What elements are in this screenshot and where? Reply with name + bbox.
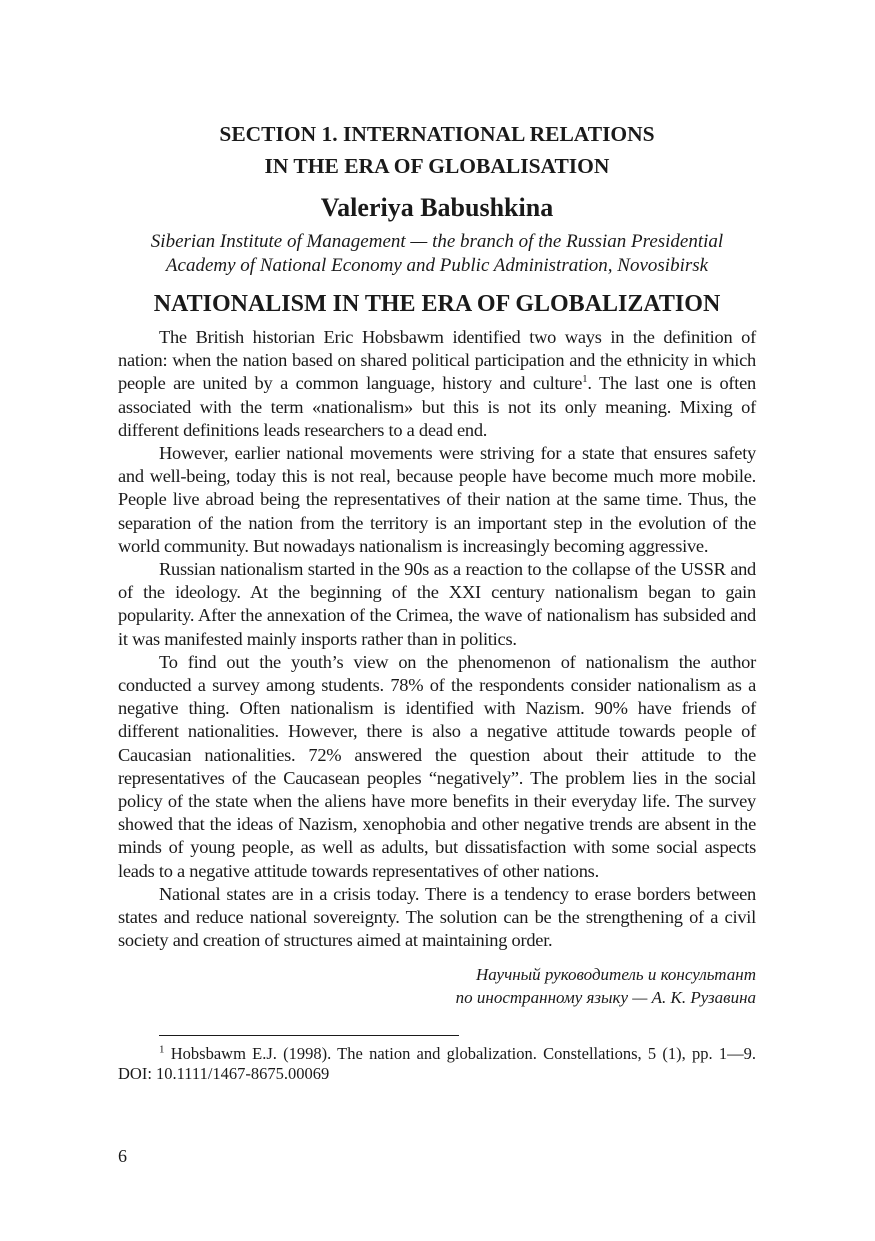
footnote-reference: 1 (582, 373, 588, 386)
supervisor-note (118, 963, 756, 1009)
paragraph-1-text-b: . The last one is often associated with the term «nationalism» but this is not its only meaning. Mixing of different definitions leads researchers to a dead end. (118, 373, 756, 440)
footnote-divider (159, 1035, 459, 1036)
paragraph-4: To find out the youth’s view on the phenomenon of nationalism the author conducted a survey among students. 78% of the respondents consider nationalism as a negative thing. Often nationalism is identified with Nazism. 90% have friends of different nationalities. However, there is also a negative attitude towards people of Caucasian nationalities. 72% answered the question about their attitude to the representatives of the Caucasean peoples “negatively”. The problem lies in the social policy of the state when the aliens have more benefits in their everyday life. The survey showed that the ideas of Nazism, xenophobia and other negative trends are absent in the minds of young people, as well as adults, but dissatisfaction with some social aspects leads to a negative attitude towards representatives of other nations. (118, 651, 756, 881)
paragraph-3: Russian nationalism started in the 90s as a reaction to the collapse of the USSR and of the ideology. At the beginning of the XXI century nationalism began to gain popularity. After the annexation of the Crimea, the wave of nationalism has subsided and it was manifested mainly insports rather than in politics. (118, 559, 756, 649)
paragraph-1-text-a: The British historian Eric Hobsbawm identified two ways in the definition of nation: when the nation based on shared political participation and the ethnicity in which people are united by a common language, history and culture (118, 327, 756, 394)
affiliation-line2: Academy of National Economy and Public Administration, Novosibirsk (165, 255, 709, 276)
author-affiliation (118, 230, 756, 278)
page-content (118, 118, 756, 1084)
footnote-text: Hobsbawm E.J. (1998). The nation and globalization. Constellations, 5 (1), pp. 1—9. DOI: 10.1111/1467-8675.00069 (118, 1044, 756, 1084)
section-heading-line2: IN THE ERA OF GLOBALISATION (264, 154, 610, 178)
affiliation-line1: Siberian Institute of Management — the branch of the Russian Presidential (150, 231, 724, 252)
page-number: 6 (118, 1146, 127, 1166)
supervisor-line2: по иностранному языку — А. К. Рузавина (455, 988, 756, 1008)
paragraph-1 (118, 326, 756, 442)
supervisor-line1: Научный руководитель и консультант (476, 965, 756, 985)
section-heading-line1: SECTION 1. INTERNATIONAL RELATIONS (219, 122, 655, 146)
article-title: NATIONALISM IN THE ERA OF GLOBALIZATION (153, 291, 721, 317)
paragraph-5: National states are in a crisis today. There is a tendency to erase borders between states and reduce national sovereignty. The solution can be the strengthening of a civil society and creation of structures aimed at maintaining order. (118, 883, 756, 951)
footnote (118, 1044, 756, 1084)
footnote-marker: 1 (159, 1043, 165, 1056)
section-heading (118, 118, 756, 182)
paragraph-2: However, earlier national movements were striving for a state that ensures safety and well-being, today this is not real, because people have become much more mobile. People live abroad being the representatives of their nation at the same time. Thus, the separation of the nation from the territory is an important step in the evolution of the world community. But nowadays nationalism is increasingly becoming aggressive. (118, 443, 756, 556)
author-name: Valeriya Babushkina (320, 193, 554, 222)
article-body (118, 326, 756, 952)
